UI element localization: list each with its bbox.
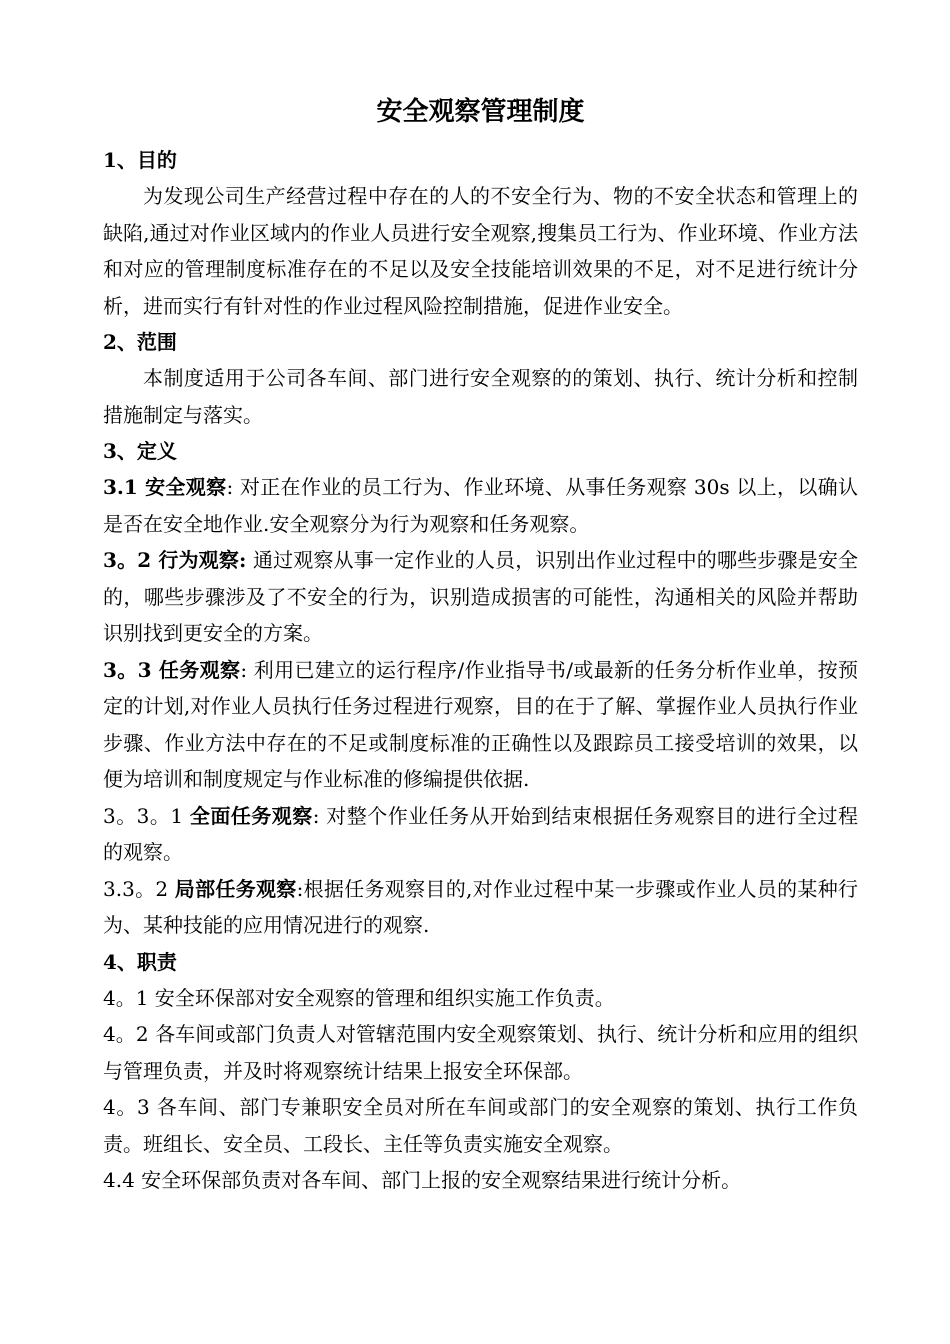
definition-partial-task-observation	[103, 871, 858, 944]
definition-task-observation	[103, 652, 858, 798]
paragraph-scope: 本制度适用于公司各车间、部门进行安全观察的的策划、执行、统计分析和控制措施制定与落实。	[103, 366, 858, 427]
definition-term: 全面任务观察	[189, 803, 313, 828]
definition-text: : 利用已建立的运行程序/作业指导书/或最新的任务分析作业单，按预定的计划,对作业人员执行任务过程进行观察，目的在于了解、掌握作业人员执行作业步骤、作业方法中存在的不足或制度标准的正确性以及跟踪员工接受培训的效果，以便为培训和制度规定与作业标准的修编提供依据.	[103, 657, 858, 791]
page-title: 安全观察管理制度	[376, 97, 585, 127]
definition-prefix: 3。3。1	[103, 803, 190, 828]
definition-term: 3。3 任务观察	[103, 657, 241, 682]
definition-full-task-observation	[103, 798, 858, 871]
definition-text: 通过观察从事一定作业的人员，识别出作业过程中的哪些步骤是安全的，哪些步骤涉及了不安全的行为，识别造成损害的可能性，沟通相关的风险并帮助识别找到更安全的方案。	[103, 548, 858, 645]
definition-text: : 对正在作业的员工行为、作业环境、从事任务观察 30s 以上，以确认是否在安全地作业.安全观察分为行为观察和任务观察。	[103, 475, 858, 536]
paragraph-purpose: 为发现公司生产经营过程中存在的人的不安全行为、物的不安全状态和管理上的缺陷,通过对作业区域内的作业人员进行安全观察,搜集员工行为、作业环境、作业方法和对应的管理制度标准存在的不足以及安全技能培训效果的不足，对不足进行统计分析，进而实行有针对性的作业过程风险控制措施，促进作业安全。	[103, 184, 858, 318]
definition-safety-observation	[103, 469, 858, 542]
section-heading-scope: 2、范围	[103, 330, 177, 354]
definition-prefix: 3.3。2	[103, 876, 175, 901]
responsibility-item: 4。2 各车间或部门负责人对管辖范围内安全观察策划、执行、统计分析和应用的组织与管理负责，并及时将观察统计结果上报安全环保部。	[103, 1022, 858, 1083]
responsibility-item: 4.4 安全环保部负责对各车间、部门上报的安全观察结果进行统计分析。	[103, 1168, 742, 1192]
document-page	[103, 90, 858, 1199]
definition-term: 3.1 安全观察	[103, 475, 227, 499]
responsibility-item: 4。1 安全环保部对安全观察的管理和组织实施工作负责。	[103, 985, 615, 1010]
definition-text: :根据任务观察目的,对作业过程中某一步骤或作业人员的某种行为、某种技能的应用情况进行的观察.	[103, 876, 858, 937]
definition-term: 3。2 行为观察:	[103, 548, 247, 572]
definition-term: 局部任务观察	[174, 876, 297, 901]
definition-behavior-observation	[103, 542, 858, 652]
section-heading-purpose: 1、目的	[103, 148, 177, 172]
section-heading-definitions: 3、定义	[103, 439, 177, 463]
definition-text: : 对整个作业任务从开始到结束根据任务观察目的进行全过程的观察。	[103, 803, 859, 864]
section-heading-responsibilities: 4、职责	[103, 949, 177, 974]
responsibility-item: 4。3 各车间、部门专兼职安全员对所在车间或部门的安全观察的策划、执行工作负责。班组长、安全员、工段长、主任等负责实施安全观察。	[103, 1095, 858, 1156]
